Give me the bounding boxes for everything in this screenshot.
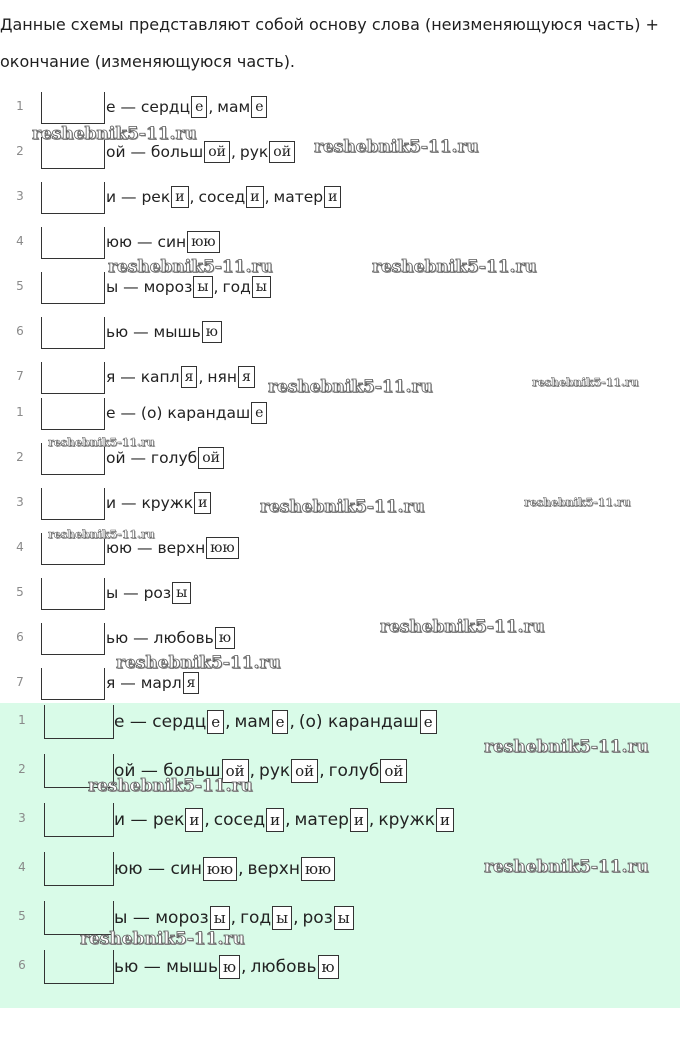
word-stem: кружк [141, 494, 194, 512]
example-line [106, 276, 272, 298]
word-stem: год [222, 278, 251, 296]
ending-box: ы [334, 906, 354, 930]
comma-separator: , [249, 761, 256, 781]
ending-box: юю [301, 857, 335, 881]
stem-scheme-box [44, 803, 114, 837]
stem-scheme-box [41, 182, 105, 214]
example-line [106, 492, 212, 514]
word-stem: любовь [153, 629, 214, 647]
word-stem: больш [150, 143, 204, 161]
ending-box: юю [187, 231, 219, 253]
ending-label: и — [114, 810, 153, 830]
row-number: 4 [16, 234, 24, 248]
word-stem: капл [140, 368, 180, 386]
ending-box: и [266, 808, 284, 832]
example-line [114, 710, 438, 734]
ending-box: и [185, 808, 203, 832]
row-number: 7 [16, 369, 24, 383]
ending-label: юю — [106, 233, 158, 251]
watermark-text: reshebnik5-11.ru [260, 497, 425, 517]
stem-scheme-box [41, 533, 105, 565]
stem-scheme-box [41, 623, 105, 655]
stem-scheme-box [41, 362, 105, 394]
ending-box: ы [252, 276, 271, 298]
ending-box: и [324, 186, 341, 208]
ending-label: е — [106, 404, 141, 422]
ending-box: ю [318, 955, 339, 979]
word-stem: мороз [155, 908, 209, 928]
stem-scheme-box [41, 398, 105, 430]
ending-box: ой [204, 141, 230, 163]
example-line [106, 402, 268, 424]
ending-box: е [420, 710, 437, 734]
watermark-text: reshebnik5-11.ru [108, 257, 273, 277]
row-number: 6 [16, 630, 24, 644]
example-line [114, 955, 340, 979]
word-stem: рек [141, 188, 171, 206]
word-stem: больш [163, 761, 221, 781]
comma-separator: , [189, 188, 195, 206]
watermark-text: reshebnik5-11.ru [88, 776, 253, 796]
example-line [114, 808, 455, 832]
row-number: 3 [18, 811, 26, 825]
stem-scheme-box [41, 443, 105, 475]
example-line [106, 141, 296, 163]
ending-box: юю [206, 537, 238, 559]
example-line [106, 231, 221, 253]
ending-box: е [272, 710, 289, 734]
ending-box: и [194, 492, 211, 514]
ending-box: е [191, 96, 207, 118]
ending-label: и — [106, 188, 142, 206]
watermark-text: reshebnik5-11.ru [372, 257, 537, 277]
answer-block [0, 703, 680, 1008]
row-number: 5 [16, 279, 24, 293]
ending-label: ой — [106, 449, 151, 467]
stem-scheme-box [41, 227, 105, 259]
row-number: 1 [16, 99, 24, 113]
ending-box: ой [198, 447, 224, 469]
ending-box: и [350, 808, 368, 832]
ending-box: я [181, 366, 198, 388]
example-line [106, 627, 236, 649]
word-stem: мам [217, 98, 251, 116]
comma-separator: , [319, 761, 325, 781]
word-stem: сосед [213, 810, 266, 830]
word-stem: син [157, 233, 187, 251]
comma-separator: , [368, 810, 375, 830]
row-number: 1 [18, 713, 26, 727]
word-stem: сосед [198, 188, 246, 206]
word-stem: верхн [157, 539, 206, 557]
ending-box: и [171, 186, 188, 208]
ending-box: ой [291, 759, 318, 783]
ending-box: и [436, 808, 454, 832]
row-number: 5 [16, 585, 24, 599]
word-stem: марл [140, 674, 182, 692]
stem-scheme-box [41, 272, 105, 304]
row-number: 4 [16, 540, 24, 554]
word-stem: сердц [140, 98, 191, 116]
stem-scheme-box [44, 852, 114, 886]
ending-box: ой [380, 759, 407, 783]
ending-label: юю — [114, 859, 171, 879]
watermark-text: reshebnik5-11.ru [80, 929, 245, 949]
word-stem: син [170, 859, 202, 879]
watermark-text: reshebnik5-11.ru [524, 496, 631, 509]
row-number: 2 [16, 144, 24, 158]
stem-scheme-box [44, 950, 114, 984]
example-line [106, 537, 240, 559]
word-stem: (о) карандаш [298, 712, 419, 732]
ending-label: ью — [114, 957, 167, 977]
ending-box: ю [219, 955, 240, 979]
word-stem: мышь [153, 323, 201, 341]
row-number: 4 [18, 860, 26, 874]
ending-label: ы — [106, 584, 144, 602]
intro-text: Данные схемы представляют собой основу слова (неизменяющуюся часть) + окончание (изменяющуюся часть). [0, 15, 659, 71]
ending-label: ью — [106, 323, 154, 341]
comma-separator: , [213, 278, 219, 296]
row-number: 1 [16, 405, 24, 419]
stem-scheme-box [44, 901, 114, 935]
word-stem: кружк [378, 810, 436, 830]
stem-scheme-box [41, 578, 105, 610]
word-stem: верхн [247, 859, 300, 879]
word-stem: мышь [166, 957, 218, 977]
example-line [114, 906, 355, 930]
word-stem: год [240, 908, 272, 928]
watermark-text: reshebnik5-11.ru [48, 436, 155, 449]
watermark-text: reshebnik5-11.ru [532, 376, 639, 389]
stem-scheme-box [41, 668, 105, 700]
ending-label: юю — [106, 539, 158, 557]
comma-separator: , [293, 908, 299, 928]
example-line [106, 447, 225, 469]
watermark-text: reshebnik5-11.ru [116, 653, 281, 673]
ending-label: ы — [114, 908, 156, 928]
word-stem: любовь [250, 957, 317, 977]
stem-scheme-box [41, 488, 105, 520]
ending-box: юю [203, 857, 237, 881]
comma-separator: , [230, 908, 237, 928]
row-number: 2 [16, 450, 24, 464]
watermark-text: reshebnik5-11.ru [484, 737, 649, 757]
word-stem: роз [143, 584, 172, 602]
word-stem: матер [273, 188, 324, 206]
word-stem: рук [239, 143, 269, 161]
ending-box: ы [172, 582, 191, 604]
stem-scheme-box [41, 92, 105, 124]
comma-separator: , [230, 143, 236, 161]
watermark-text: reshebnik5-11.ru [314, 137, 479, 157]
example-line [106, 672, 200, 694]
example-line [106, 96, 268, 118]
ending-label: и — [106, 494, 142, 512]
comma-separator: , [241, 957, 247, 977]
ending-label: е — [106, 98, 141, 116]
comma-separator: , [285, 810, 291, 830]
example-line [106, 582, 192, 604]
ending-box: я [238, 366, 255, 388]
comma-separator: , [208, 98, 214, 116]
ending-label: е — [114, 712, 153, 732]
word-stem: рек [152, 810, 185, 830]
word-stem: (о) карандаш [140, 404, 251, 422]
watermark-text: reshebnik5-11.ru [484, 857, 649, 877]
ending-label: я — [106, 368, 141, 386]
ending-box: ой [222, 759, 249, 783]
row-number: 7 [16, 675, 24, 689]
ending-box: и [246, 186, 263, 208]
row-number: 3 [16, 189, 24, 203]
ending-box: ы [210, 906, 230, 930]
ending-box: ы [272, 906, 292, 930]
word-stem: сердц [152, 712, 207, 732]
example-line [106, 321, 223, 343]
stem-scheme-box [44, 705, 114, 739]
row-number: 3 [16, 495, 24, 509]
ending-label: ой — [114, 761, 164, 781]
ending-box: ой [269, 141, 295, 163]
stem-scheme-box [44, 754, 114, 788]
row-number: 2 [18, 762, 26, 776]
word-stem: мороз [143, 278, 193, 296]
row-number: 5 [18, 909, 26, 923]
ending-box: ю [202, 321, 222, 343]
row-number: 6 [16, 324, 24, 338]
comma-separator: , [204, 810, 210, 830]
ending-label: ью — [106, 629, 154, 647]
watermark-text: reshebnik5-11.ru [32, 124, 197, 144]
word-stem: роз [302, 908, 333, 928]
word-stem: рук [259, 761, 291, 781]
row-number: 6 [18, 958, 26, 972]
watermark-text: reshebnik5-11.ru [48, 528, 155, 541]
ending-label: ы — [106, 278, 144, 296]
word-stem: голуб [150, 449, 198, 467]
watermark-text: reshebnik5-11.ru [380, 617, 545, 637]
comma-separator: , [264, 188, 270, 206]
word-stem: мам [234, 712, 271, 732]
comma-separator: , [225, 712, 231, 732]
ending-box: е [207, 710, 224, 734]
ending-box: е [251, 96, 267, 118]
comma-separator: , [198, 368, 204, 386]
ending-box: я [183, 672, 200, 694]
example-line [114, 759, 408, 783]
example-line [106, 366, 256, 388]
watermark-text: reshebnik5-11.ru [268, 377, 433, 397]
ending-box: ы [193, 276, 212, 298]
word-stem: голуб [328, 761, 380, 781]
example-line [106, 186, 342, 208]
stem-scheme-box [41, 137, 105, 169]
ending-label: ой — [106, 143, 151, 161]
ending-box: ю [215, 627, 235, 649]
comma-separator: , [238, 859, 244, 879]
word-stem: нян [207, 368, 237, 386]
stem-scheme-box [41, 317, 105, 349]
ending-label: я — [106, 674, 141, 692]
example-line [114, 857, 336, 881]
comma-separator: , [289, 712, 295, 732]
ending-box: е [251, 402, 267, 424]
word-stem: матер [294, 810, 349, 830]
